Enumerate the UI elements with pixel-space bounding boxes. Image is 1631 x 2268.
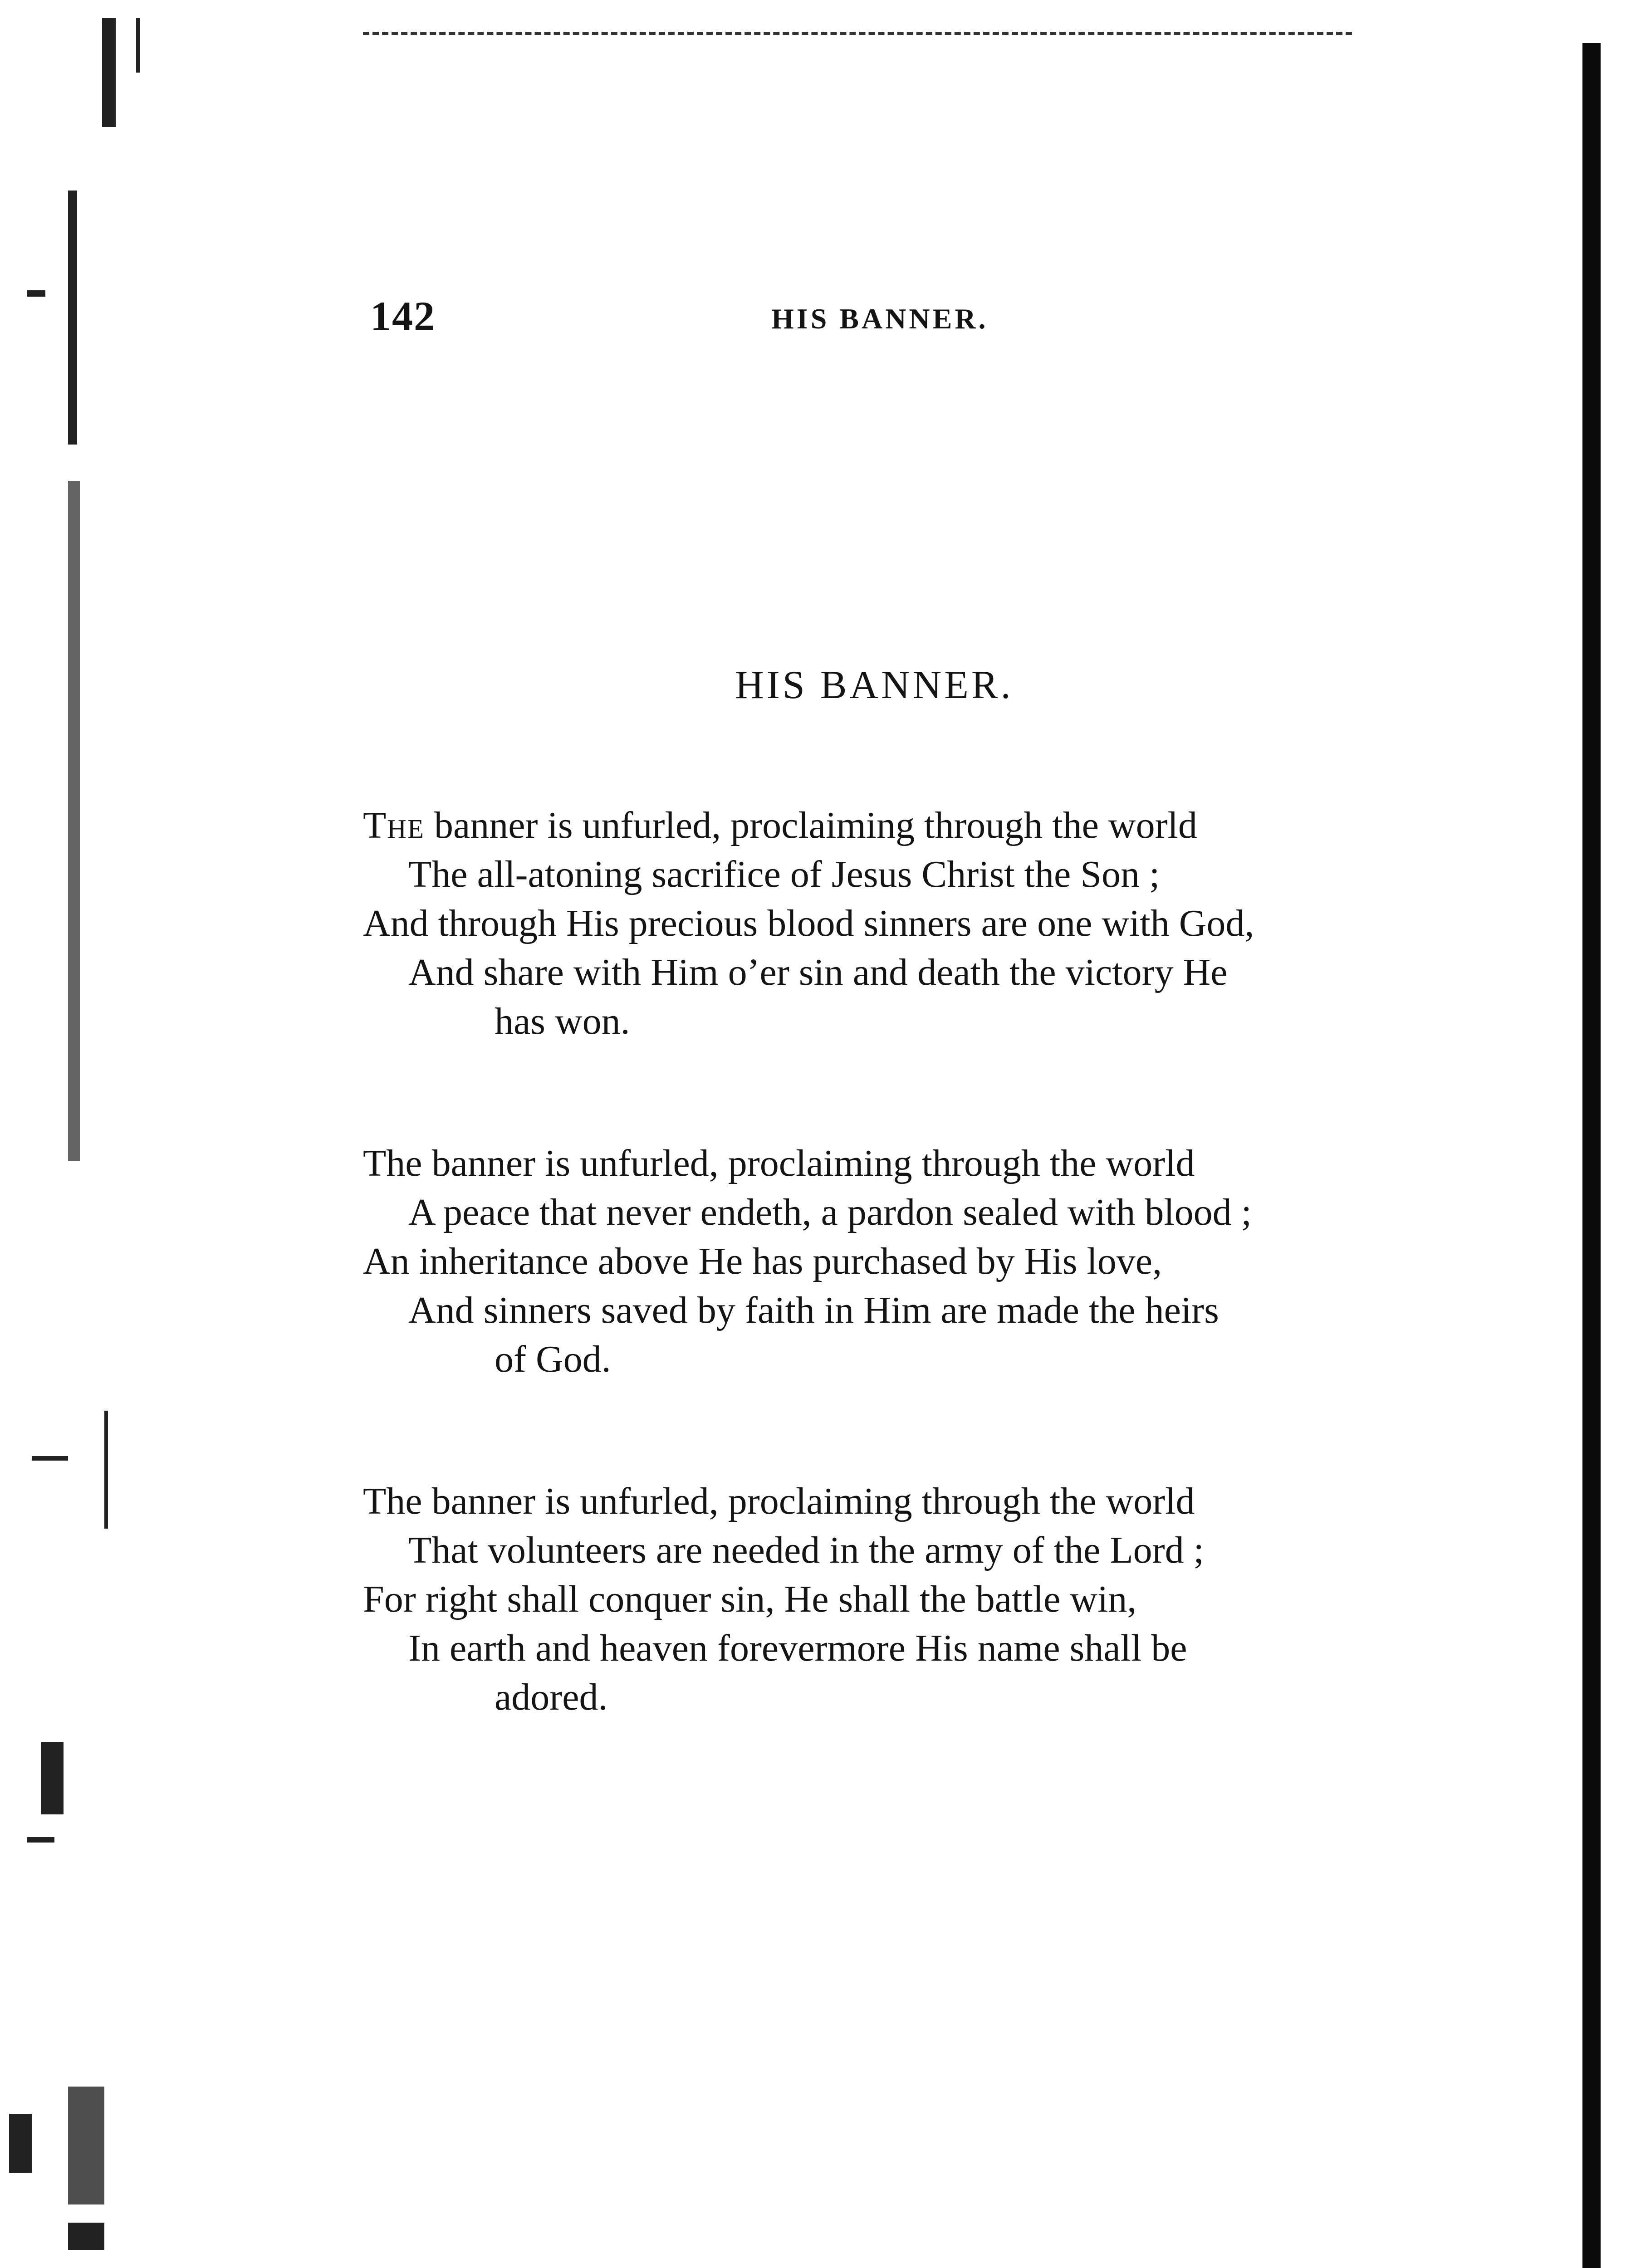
poem-title: HIS BANNER. (735, 663, 1014, 707)
gutter-mark (104, 1411, 108, 1529)
poem-line: has won. (495, 1000, 630, 1042)
line-lead-word: The (363, 804, 425, 846)
poem-line: In earth and heaven forevermore His name shall be (408, 1627, 1187, 1669)
gutter-mark (68, 481, 80, 1161)
poem-line (363, 801, 1197, 850)
scan-left-gutter (0, 0, 150, 2268)
gutter-mark (68, 191, 77, 445)
line-text: banner is unfurled, proclaiming through the world (424, 804, 1197, 846)
scan-top-rule (363, 32, 1352, 35)
poem-line: The banner is unfurled, proclaiming through the world (363, 1142, 1195, 1184)
gutter-mark (27, 290, 45, 297)
gutter-mark (27, 1837, 54, 1843)
page-number: 142 (370, 293, 436, 339)
scan-right-edge (1582, 43, 1601, 2268)
poem-line: The banner is unfurled, proclaiming through the world (363, 1480, 1195, 1522)
gutter-mark (68, 2223, 104, 2250)
gutter-mark (32, 1456, 68, 1461)
poem-line: And share with Him o’er sin and death the victory He (408, 951, 1228, 993)
poem-line: adored. (495, 1676, 608, 1718)
gutter-mark (136, 18, 140, 73)
poem-line: A peace that never endeth, a pardon sealed with blood ; (408, 1191, 1252, 1233)
gutter-mark (102, 18, 116, 127)
poem-line: An inheritance above He has purchased by His love, (363, 1240, 1162, 1282)
running-head (363, 290, 1361, 354)
running-title: HIS BANNER. (771, 303, 989, 335)
poem-line: And sinners saved by faith in Him are made the heirs (408, 1289, 1219, 1331)
poem-line: For right shall conquer sin, He shall the battle win, (363, 1578, 1137, 1620)
poem-line: That volunteers are needed in the army of the Lord ; (408, 1529, 1204, 1571)
gutter-mark (68, 2087, 104, 2204)
poem-line: And through His precious blood sinners are one with God, (363, 902, 1254, 944)
poem-line: of God. (495, 1338, 611, 1380)
gutter-mark (9, 2114, 32, 2173)
gutter-mark (41, 1742, 64, 1814)
poem-line: The all-atoning sacrifice of Jesus Christ the Son ; (408, 853, 1160, 895)
